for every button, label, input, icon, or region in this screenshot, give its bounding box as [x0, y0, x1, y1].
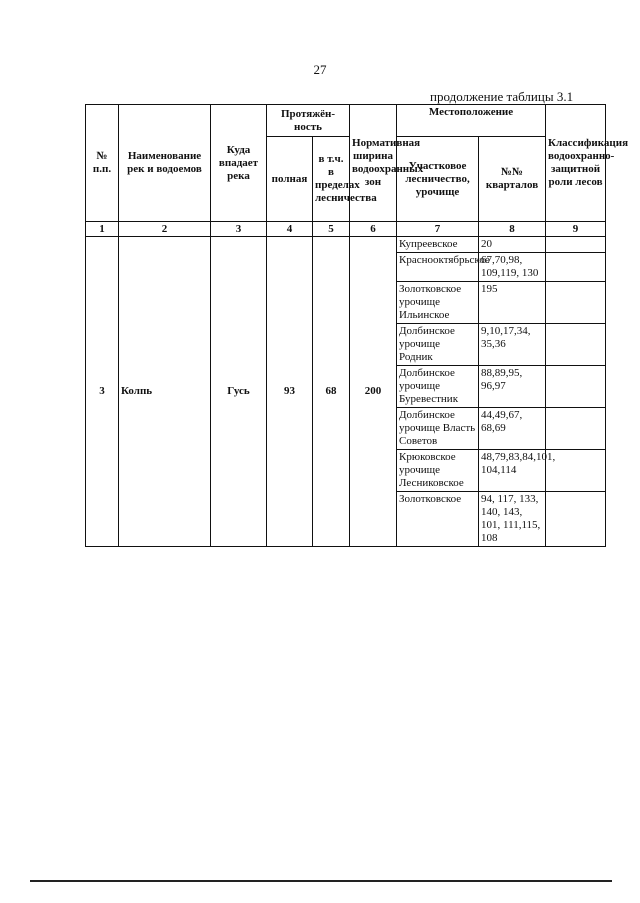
- header-classification: Классификация водоохранно-защитной роли лесов: [546, 105, 606, 222]
- classification-cell: [546, 253, 606, 282]
- forestry-cell: Золотковское урочище Ильинское: [397, 282, 479, 324]
- zone-width: 200: [350, 237, 397, 547]
- header-length-group: Протяжён-ность: [267, 105, 350, 137]
- header-number: № п.п.: [86, 105, 119, 222]
- length-full: 93: [267, 237, 313, 547]
- column-number: 4: [267, 222, 313, 237]
- classification-cell: [546, 237, 606, 253]
- quarters-cell: 94, 117, 133, 140, 143, 101, 111,115, 108: [479, 492, 546, 547]
- column-number: 6: [350, 222, 397, 237]
- header-length-forestry: в т.ч. в пределах лесничества: [313, 137, 350, 222]
- length-forestry: 68: [313, 237, 350, 547]
- column-number: 7: [397, 222, 479, 237]
- bottom-rule: [30, 880, 612, 882]
- forestry-cell: Долбинское урочище Власть Советов: [397, 408, 479, 450]
- forestry-cell: Долбинское урочище Буревестник: [397, 366, 479, 408]
- quarters-cell: 195: [479, 282, 546, 324]
- column-number: 1: [86, 222, 119, 237]
- quarters-cell: 44,49,67, 68,69: [479, 408, 546, 450]
- header-zone-width: Нормативная ширина водоохранных зон: [350, 105, 397, 222]
- header-location-group: Местоположение: [397, 105, 546, 137]
- quarters-cell: 88,89,95, 96,97: [479, 366, 546, 408]
- classification-cell: [546, 282, 606, 324]
- classification-cell: [546, 366, 606, 408]
- column-number: 2: [119, 222, 211, 237]
- header-forestry: Участковое лесничество, урочище: [397, 137, 479, 222]
- classification-cell: [546, 492, 606, 547]
- header-name: Наименование рек и водоемов: [119, 105, 211, 222]
- classification-cell: [546, 408, 606, 450]
- river-name: Колпь: [119, 237, 211, 547]
- page-number: 27: [313, 62, 327, 77]
- water-bodies-table: [85, 104, 629, 547]
- header-quarters: №№ кварталов: [479, 137, 546, 222]
- forestry-cell: Долбинское урочище Родник: [397, 324, 479, 366]
- quarters-cell: 9,10,17,34, 35,36: [479, 324, 546, 366]
- flows-into: Гусь: [211, 237, 267, 547]
- header-flows-into: Куда впадает река: [211, 105, 267, 222]
- row-number: 3: [86, 237, 119, 547]
- header-length-full: полная: [267, 137, 313, 222]
- forestry-cell: Купреевское: [397, 237, 479, 253]
- column-number: 5: [313, 222, 350, 237]
- table-row: [86, 237, 606, 253]
- column-number: 3: [211, 222, 267, 237]
- column-number: 8: [479, 222, 546, 237]
- forestry-cell: Крюковское урочище Лесниковское: [397, 450, 479, 492]
- classification-cell: [546, 324, 606, 366]
- column-number: 9: [546, 222, 606, 237]
- quarters-cell: 20: [479, 237, 546, 253]
- quarters-cell: 48,79,83,84,101, 104,114: [479, 450, 546, 492]
- forestry-cell: Краснооктябрьское: [397, 253, 479, 282]
- forestry-cell: Золотковское: [397, 492, 479, 547]
- table-continuation-label: продолжение таблицы 3.1: [430, 89, 574, 104]
- quarters-cell: 67,70,98, 109,119, 130: [479, 253, 546, 282]
